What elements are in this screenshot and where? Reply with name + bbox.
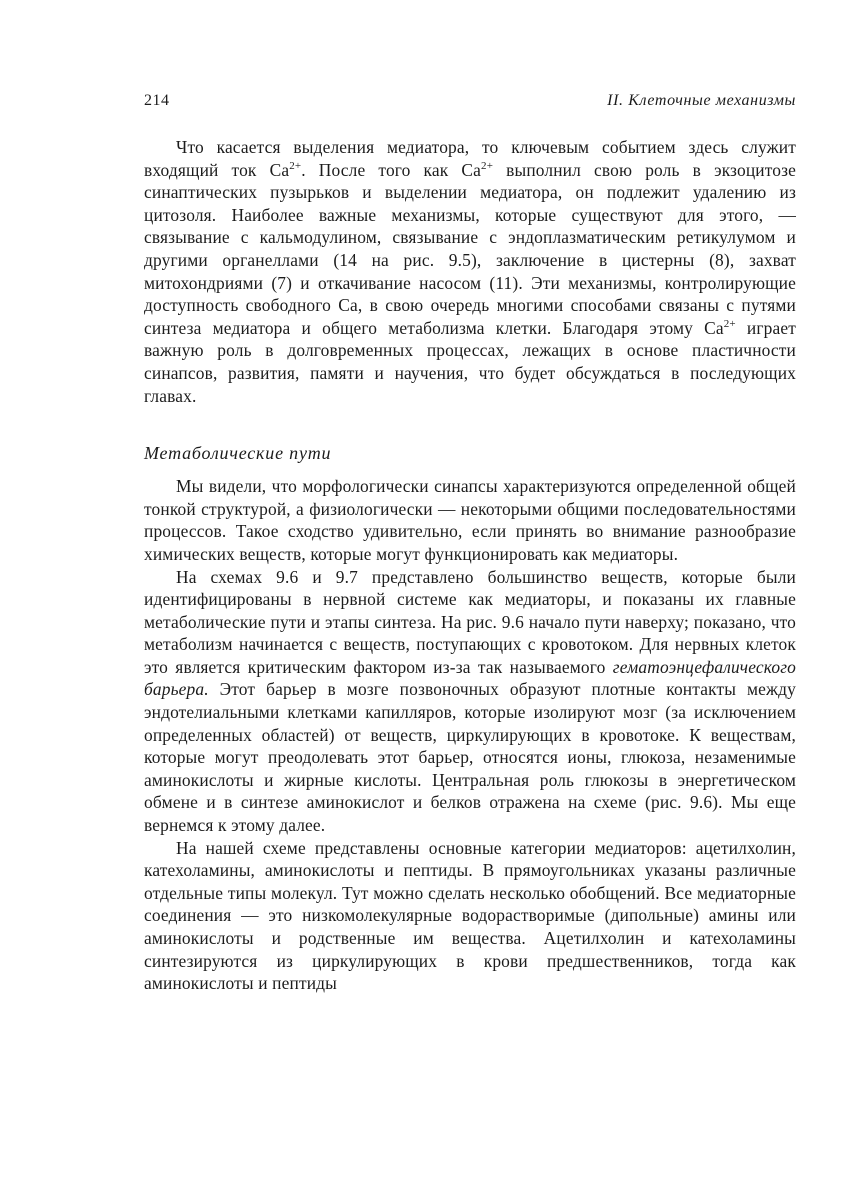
running-title: II. Клеточные механизмы (607, 92, 796, 109)
superscript: 2+ (289, 159, 302, 172)
paragraph-calcium (144, 136, 796, 407)
text-fragment: На схемах 9.6 и 9.7 представлено большинство веществ, которые были идентифицированы в нервной системе как медиаторы, и показаны их главные метаболические пути и этапы синтеза. На рис. 9.6 начало пути наверху; показано, что метаболизм начинается с веществ, поступающих с кровотоком. Для нервных клеток это является критическим фактором из-за так называемого (144, 566, 796, 677)
section-title: Метаболические пути (144, 443, 332, 464)
emphasized-term: гематоэнцефалического барьера. (144, 656, 796, 700)
book-page (144, 92, 796, 995)
paragraph-synapses: Мы видели, что морфологически синапсы характеризуются определенной общей тонкой структурой, а физиологически — некоторыми общими последовательностями процессов. Такое сходство удивительно, если принять во внимание разнообразие химических веществ, которые могут функционировать как медиаторы. (144, 476, 796, 564)
running-head (144, 92, 796, 122)
paragraph-schemes (144, 566, 796, 837)
paragraph-categories: На нашей схеме представлены основные категории медиаторов: ацетилхолин, катехоламины, аминокислоты и пептиды. В прямоугольниках указаны различные отдельные типы молекул. Тут можно сделать несколько обобщений. Все медиаторные соединения — это низкомолекулярные водорастворимые (дипольные) амины или аминокислоты и родственные им вещества. Ацетилхолин и катехоламины синтезируются из циркулирующих в крови предшественников, тогда как аминокислоты и пептиды (144, 837, 796, 994)
text-fragment: . После того как Ca (301, 159, 482, 180)
page-content (144, 136, 796, 995)
text-fragment: Этот барьер в мозге позвоночных образуют плотные контакты между эндотелиальными клетками капилляров, которые изолируют мозг (за исключением определенных областей) от веществ, циркулирующих в кровотоке. К веществам, которые могут преодолевать этот барьер, относятся ионы, глюкоза, незаменимые аминокислоты и жирные кислоты. Центральная роль глюкозы в энергетическом обмене и в синтезе аминокислот и белков отражена на схеме (рис. 9.6). Мы еще вернемся к этому далее. (144, 679, 796, 836)
superscript: 2+ (723, 317, 736, 330)
superscript: 2+ (481, 159, 494, 172)
page-number: 214 (144, 92, 170, 109)
text-fragment: выполнил свою роль в экзоцитозе синаптических пузырьков и выделении медиатора, он подлежит удалению из цитозоля. Наиболее важные механизмы, которые существуют для этого, — связывание с кальмодулином, связывание с эндоплазматическим ретикулумом и другими органеллами (14 на рис. 9.5), заключение в цистерны (8), захват митохондриями (7) и откачивание насосом (11). Эти механизмы, контролирующие доступность свободного Ca, в свою очередь многими способами связаны с путями синтеза медиатора и общего метаболизма клетки. Благодаря этому Ca (144, 159, 796, 338)
text-fragment: Что касается выделения медиатора, то ключевым событием здесь служит входящий ток Ca (144, 137, 796, 180)
text-fragment: играет важную роль в долговременных процессах, лежащих в основе пластичности синапсов, развития, памяти и научения, что будет обсуждаться в последующих главах. (144, 317, 796, 406)
